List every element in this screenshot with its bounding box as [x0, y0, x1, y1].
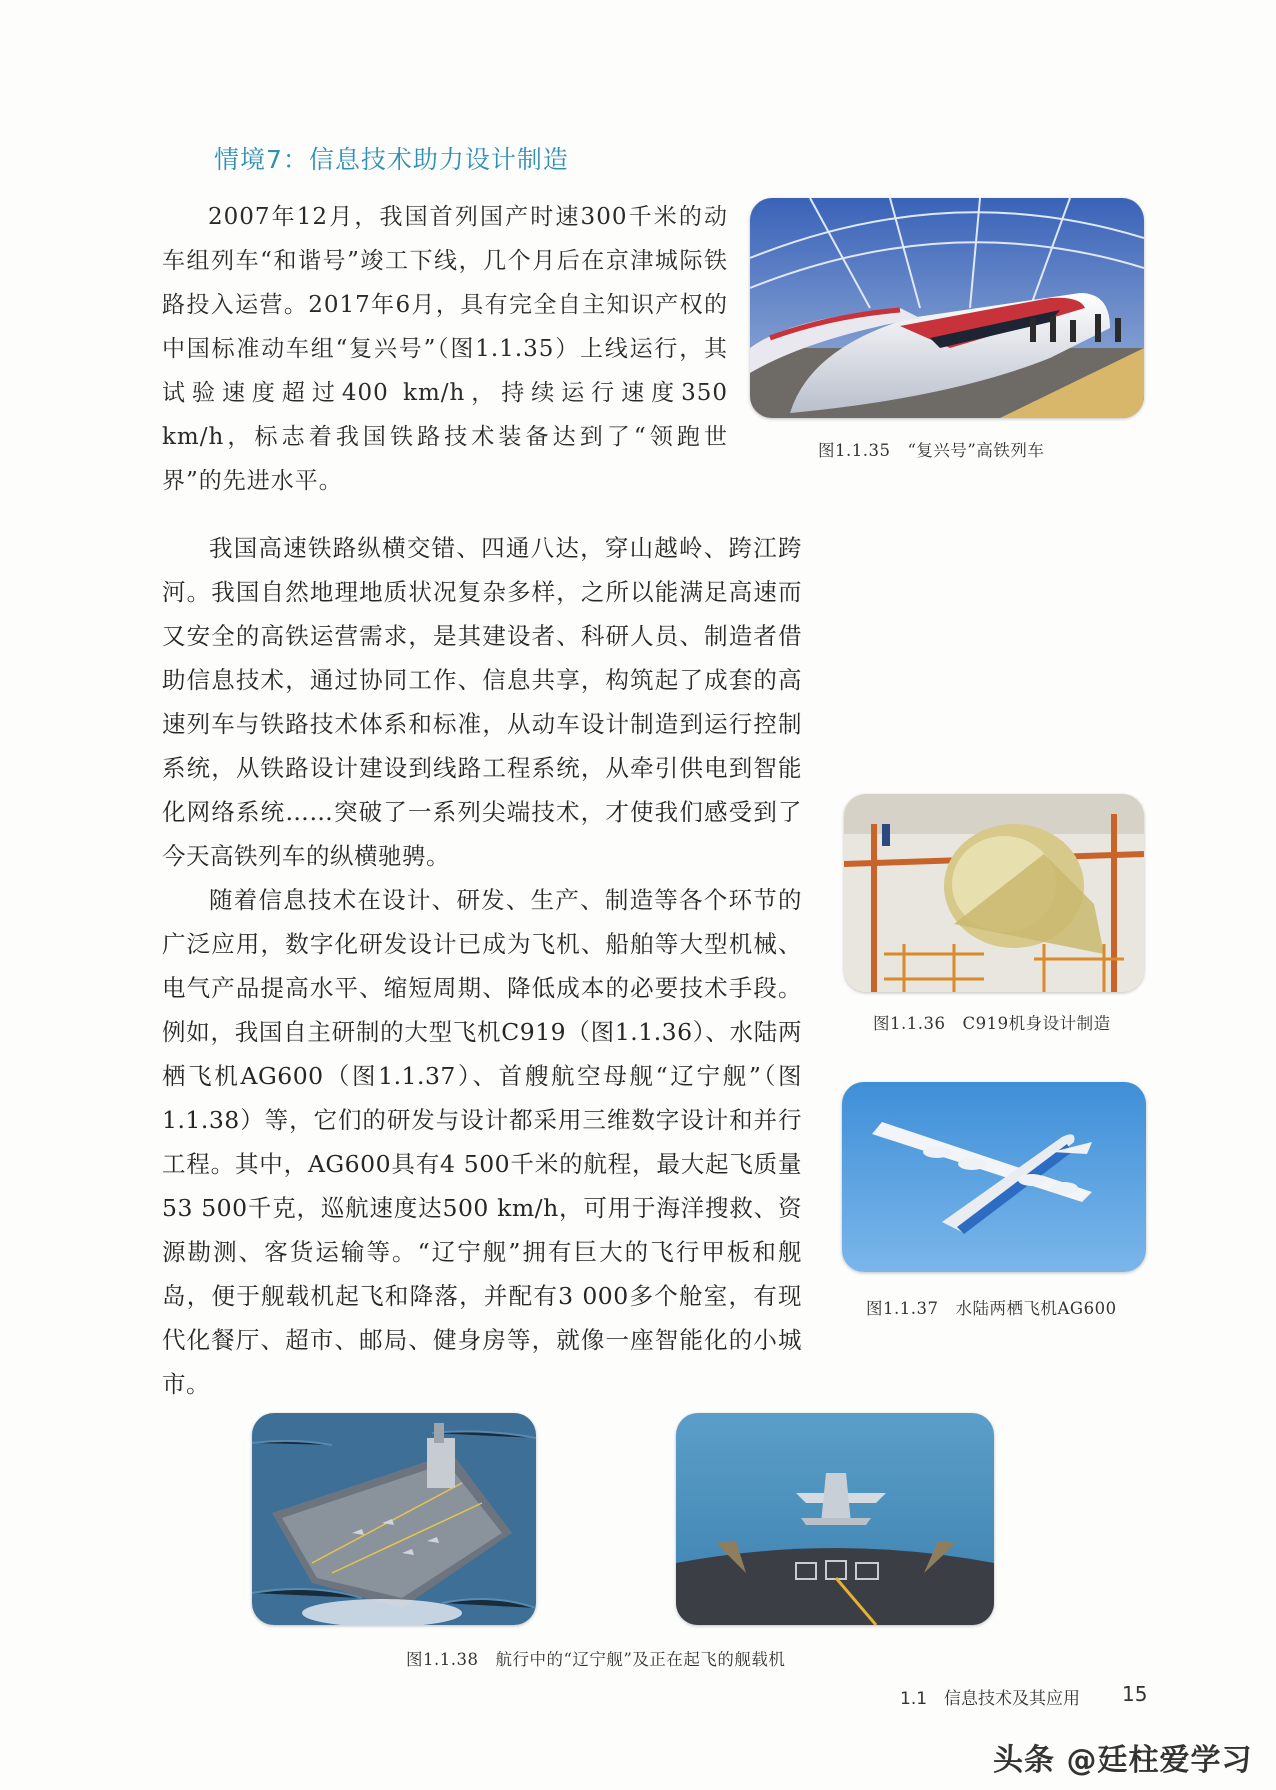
ag600-seaplane-photo	[842, 1082, 1146, 1272]
source-watermark: 头条 @廷柱爱学习	[993, 1743, 1253, 1778]
figure-caption-1-1-37: 图1.1.37 水陆两栖飞机AG600	[866, 1299, 1117, 1318]
carrier-aircraft-takeoff-photo	[676, 1413, 994, 1625]
page-number: 15	[1122, 1682, 1148, 1706]
figure-caption-1-1-35: 图1.1.35 “复兴号”高铁列车	[818, 441, 1045, 460]
footer-section-title: 1.1 信息技术及其应用	[900, 1689, 1081, 1709]
section-title: 情境7：信息技术助力设计制造	[214, 145, 569, 174]
figure-caption-1-1-36: 图1.1.36 C919机身设计制造	[873, 1014, 1111, 1033]
fuxing-train-photo	[750, 198, 1144, 418]
paragraph-digital-design: 随着信息技术在设计、研发、生产、制造等各个环节的广泛应用，数字化研发设计已成为飞机、船舶等大型机械、电气产品提高水平、缩短周期、降低成本的必要技术手段。例如，我国自主研制的大型飞机C919（图1.1.36）、水陆两栖飞机AG600（图1.1.37）、首艘航空母舰“辽宁舰”（图1.1.38）等，它们的研发与设计都采用三维数字设计和并行工程。其中，AG600具有4 500千米的航程，最大起飞质量53 500千克，巡航速度达500 km/h，可用于海洋搜救、资源勘测、客货运输等。“辽宁舰”拥有巨大的飞行甲板和舰岛，便于舰载机起飞和降落，并配有3 000多个舱室，有现代化餐厅、超市、邮局、健身房等，就像一座智能化的小城市。	[162, 886, 802, 1398]
paragraph-railway-network: 我国高速铁路纵横交错、四通八达，穿山越岭、跨江跨河。我国自然地理地质状况复杂多样，之所以能满足高速而又安全的高铁运营需求，是其建设者、科研人员、制造者借助信息技术，通过协同工作、信息共享，构筑起了成套的高速列车与铁路技术体系和标准，从动车设计制造到运行控制系统，从铁路设计建设到线路工程系统，从牵引供电到智能化网络系统……突破了一系列尖端技术，才使我们感受到了今天高铁列车的纵横驰骋。	[162, 534, 802, 870]
c919-fuselage-photo	[844, 794, 1144, 992]
paragraph-high-speed-train: 2007年12月，我国首列国产时速300千米的动车组列车“和谐号”竣工下线，几个月后在京津城际铁路投入运营。2017年6月，具有完全自主知识产权的中国标准动车组“复兴号”（图1.1.35）上线运行，其试验速度超过400 km/h，持续运行速度350 km/h，标志着我国铁路技术装备达到了“领跑世界”的先进水平。	[162, 204, 728, 494]
figure-caption-1-1-38: 图1.1.38 航行中的“辽宁舰”及正在起飞的舰载机	[406, 1650, 786, 1669]
liaoning-carrier-photo	[252, 1413, 536, 1625]
